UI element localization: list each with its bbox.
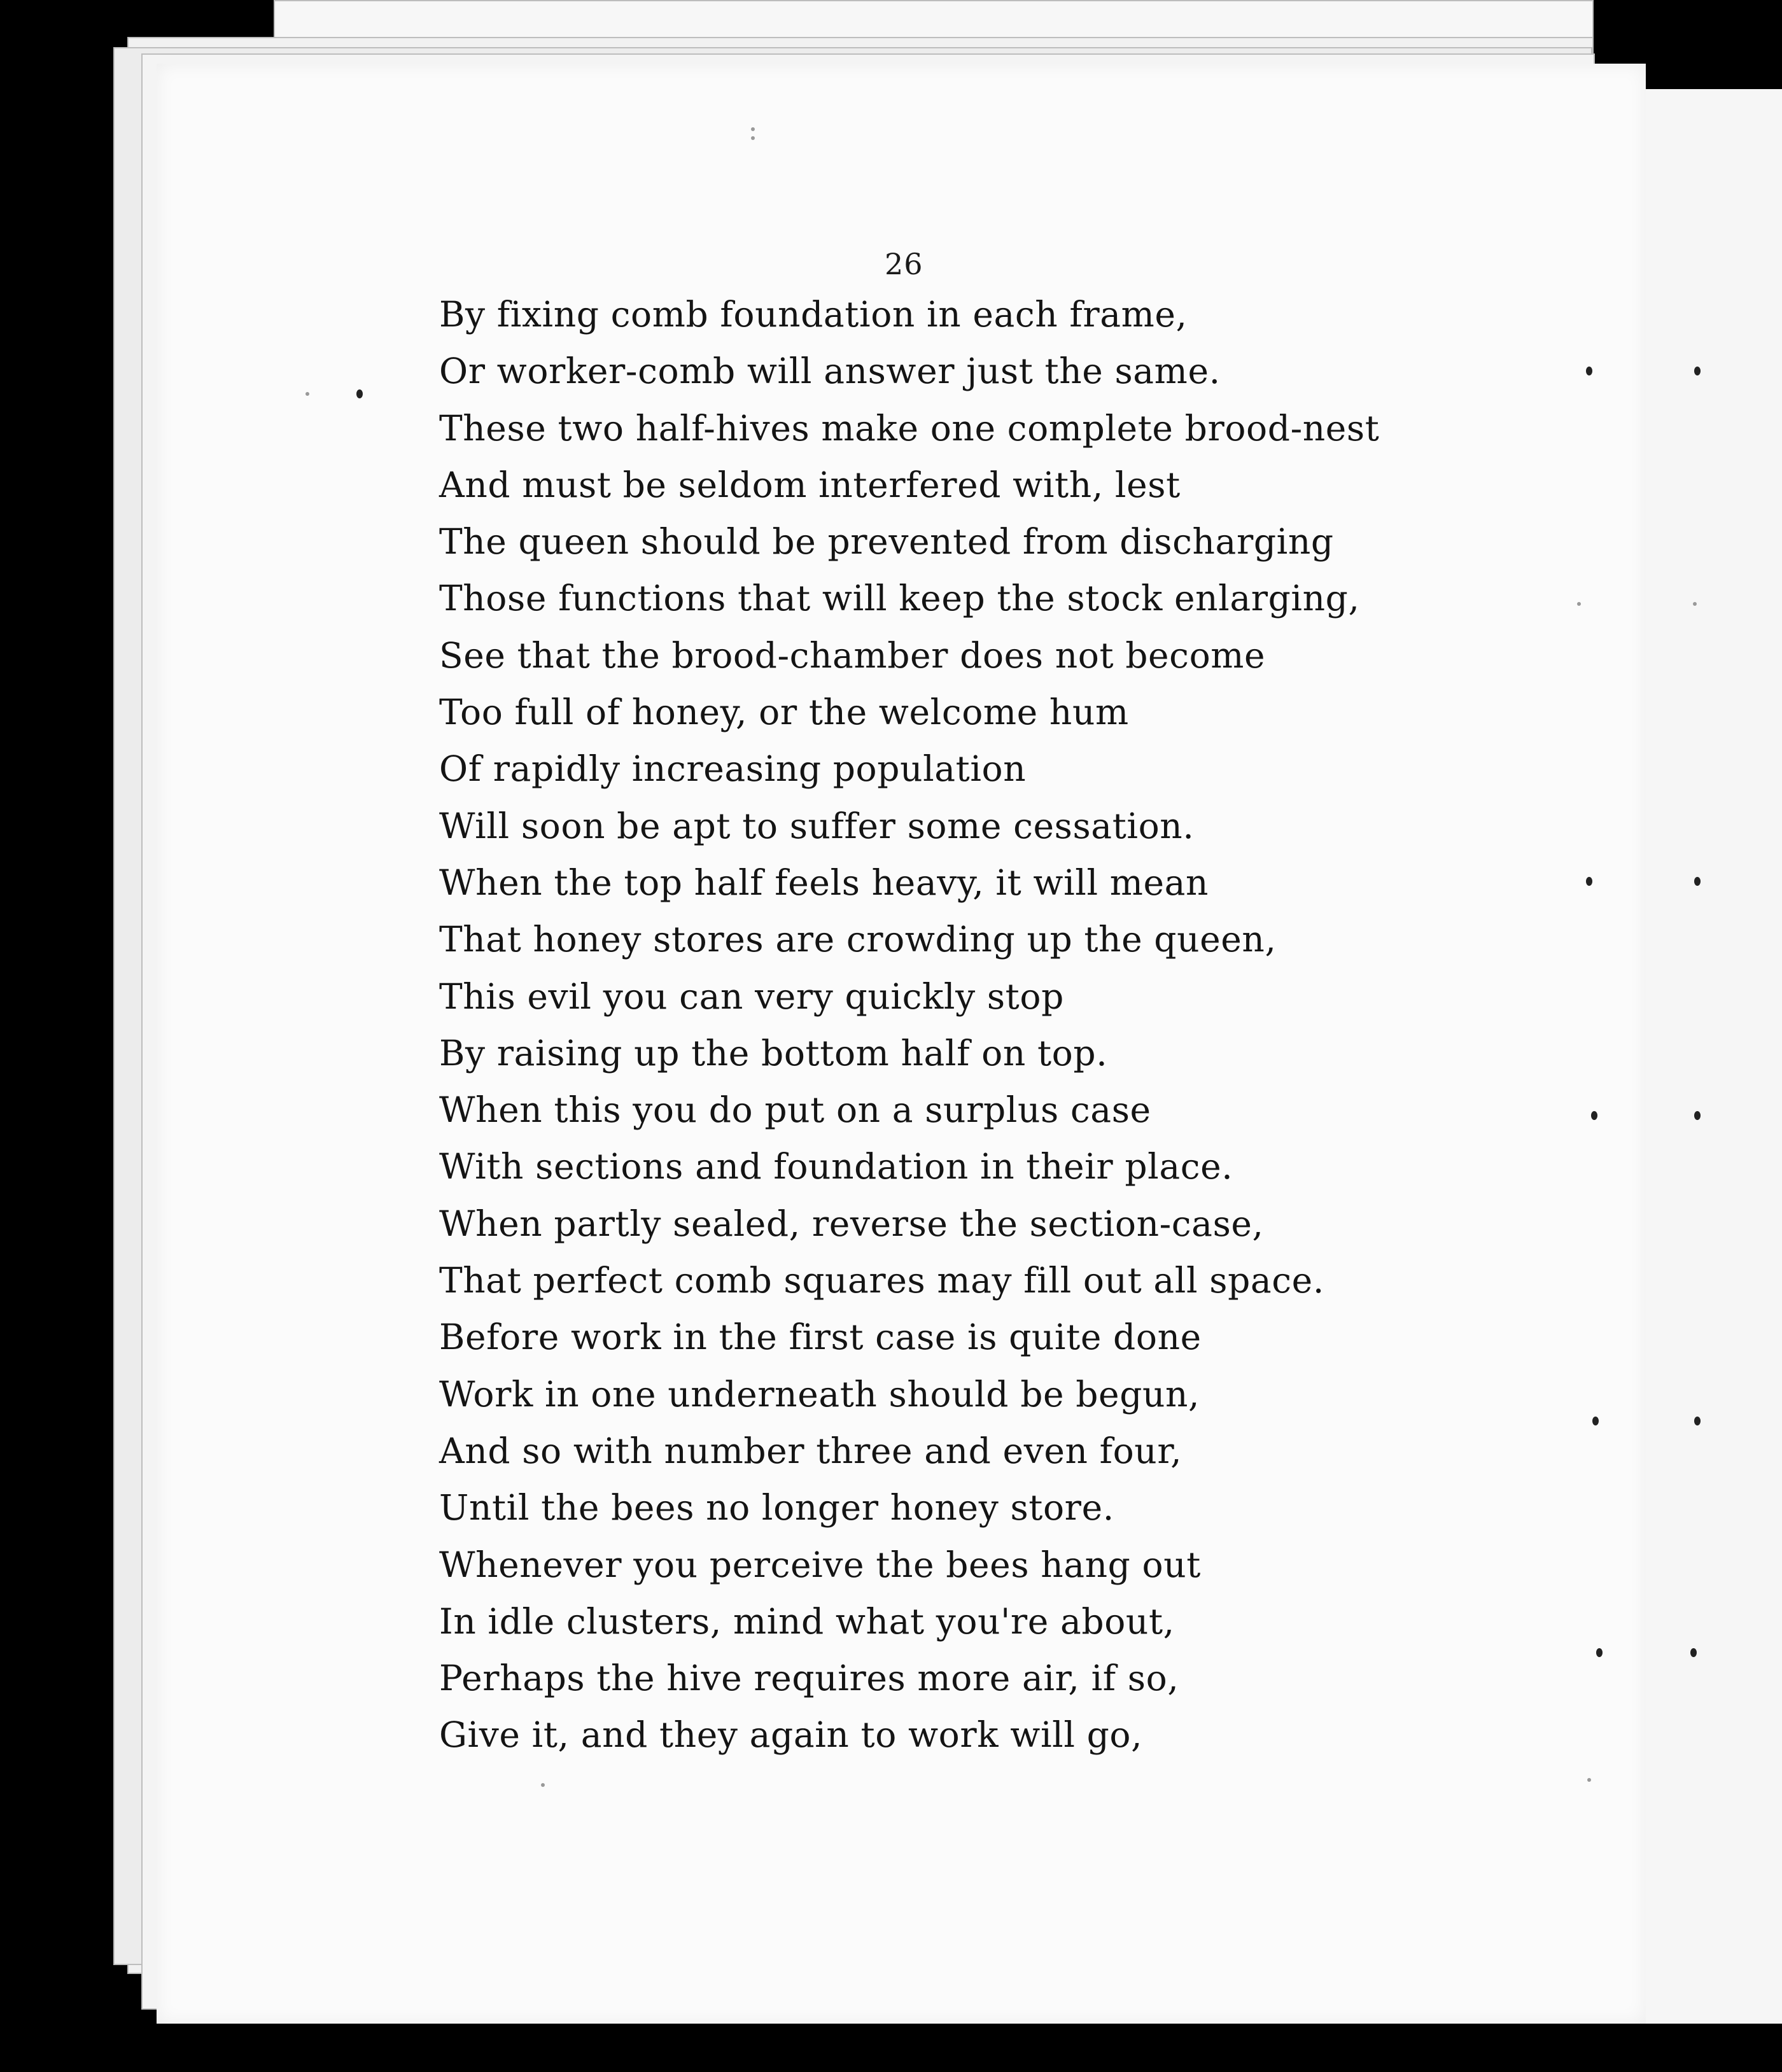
facing-page — [1642, 89, 1782, 2024]
verse-line: That honey stores are crowding up the queen, — [439, 919, 1277, 960]
verse-line: Too full of honey, or the welcome hum — [439, 692, 1129, 733]
speck — [541, 1783, 545, 1787]
binding-hole — [1592, 1417, 1599, 1425]
verse-line: Of rapidly increasing population — [439, 748, 1027, 790]
speck — [1693, 602, 1697, 606]
binding-hole — [1586, 877, 1592, 886]
verse-line: Whenever you perceive the bees hang out — [439, 1544, 1201, 1585]
verse-line: Until the bees no longer honey store. — [439, 1487, 1114, 1529]
speck — [751, 136, 755, 140]
verse-line: These two half-hives make one complete brood-nest — [439, 407, 1380, 449]
speck — [305, 392, 309, 396]
verse-line: And so with number three and even four, — [439, 1430, 1182, 1471]
verse-text — [439, 286, 1394, 1764]
binding-hole — [1690, 1648, 1697, 1657]
binding-hole — [1596, 1648, 1603, 1657]
speck — [356, 389, 363, 398]
binding-hole — [1694, 877, 1701, 886]
verse-line: By raising up the bottom half on top. — [439, 1032, 1108, 1074]
verse-line: When this you do put on a surplus case — [439, 1089, 1151, 1131]
verse-line: When partly sealed, reverse the section-case, — [439, 1203, 1264, 1244]
verse-line: With sections and foundation in their place. — [439, 1146, 1233, 1187]
verse-line: In idle clusters, mind what you're about, — [439, 1600, 1175, 1642]
binding-hole — [1694, 1417, 1701, 1425]
speck — [751, 127, 755, 131]
binding-hole — [1694, 1111, 1701, 1120]
verse-line: Perhaps the hive requires more air, if so, — [439, 1658, 1179, 1699]
verse-line: That perfect comb squares may fill out all space. — [439, 1260, 1324, 1301]
verse-line: And must be seldom interfered with, lest — [439, 464, 1181, 505]
binding-hole — [1694, 367, 1701, 375]
page-number: 26 — [885, 247, 923, 281]
verse-line: Will soon be apt to suffer some cessation. — [439, 805, 1195, 846]
verse-line: This evil you can very quickly stop — [439, 976, 1064, 1017]
speck — [1587, 1778, 1591, 1782]
verse-line: See that the brood-chamber does not become — [439, 634, 1266, 676]
verse-line: Or worker-comb will answer just the same. — [439, 351, 1221, 392]
verse-line: Before work in the first case is quite done — [439, 1317, 1202, 1358]
verse-line: Those functions that will keep the stock enlarging, — [439, 578, 1360, 619]
verse-line: By fixing comb foundation in each frame, — [439, 294, 1188, 335]
verse-line: Give it, and they again to work will go, — [439, 1714, 1143, 1756]
verse-line: Work in one underneath should be begun, — [439, 1373, 1200, 1415]
binding-hole — [1586, 367, 1592, 375]
speck — [1577, 602, 1581, 606]
binding-hole — [1591, 1111, 1597, 1120]
verse-line: When the top half feels heavy, it will mean — [439, 862, 1209, 903]
verse-line: The queen should be prevented from discharging — [439, 521, 1334, 563]
